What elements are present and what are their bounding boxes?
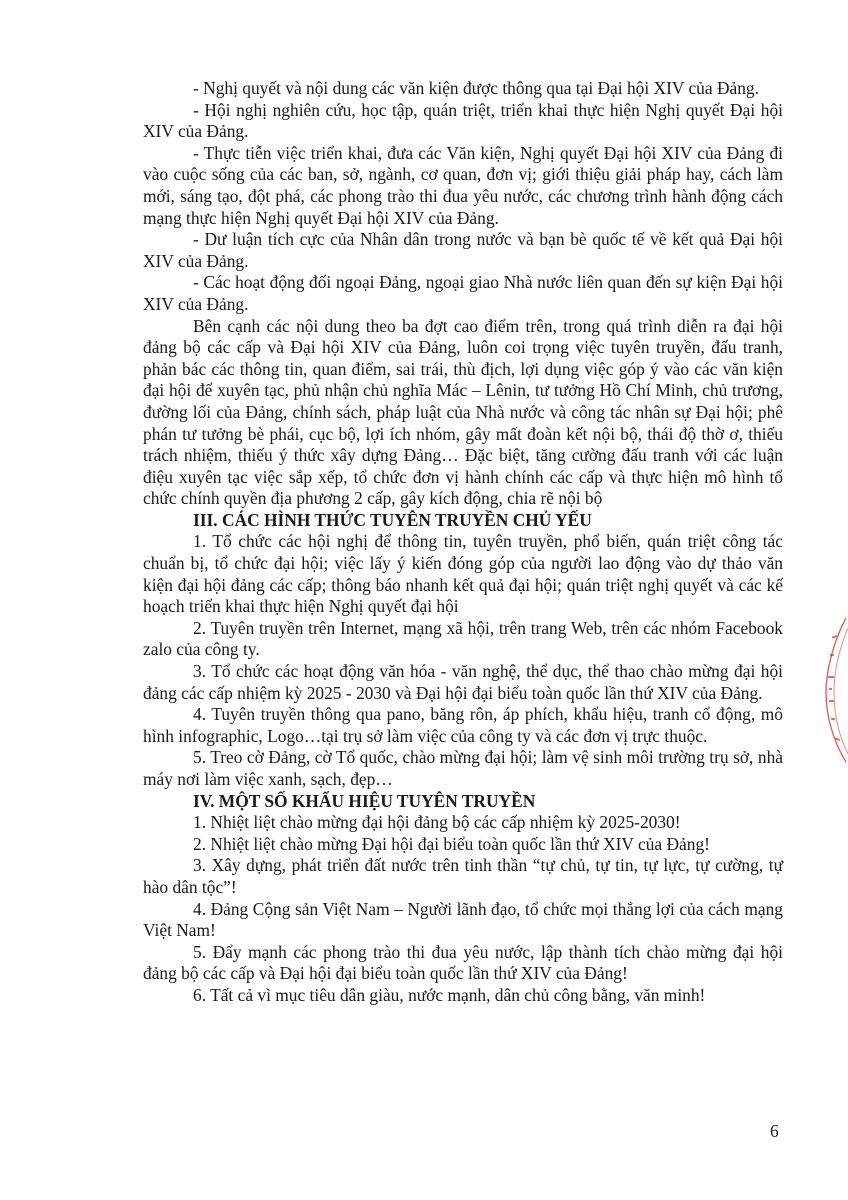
paragraph: Bên cạnh các nội dung theo ba đợt cao điểm trên, trong quá trình diễn ra đại hội đảng bộ các cấp và Đại hội XIV của Đảng, luôn coi trọng việc tuyên truyền, đấu tranh, phản bác các thông tin, quan điểm, sai trái, thù địch, lợi dụng việc góp ý vào các văn kiện đại hội để xuyên tạc, phủ nhận chủ nghĩa Mác – Lênin, tư tưởng Hồ Chí Minh, chủ trương, đường lối của Đảng, chính sách, pháp luật của Nhà nước và công tác nhân sự Đại hội; phê phán tư tưởng bè phái, cục bộ, lợi ích nhóm, gây mất đoàn kết nội bộ, thái độ thờ ơ, thiếu trách nhiệm, thiếu ý thức xây dựng Đảng… Đặc biệt, tăng cường đấu tranh với các luận điệu xuyên tạc việc sắp xếp, tổ chức đơn vị hành chính các cấp và thực hiện mô hình tổ chức chính quyền địa phương 2 cấp, gây kích động, chia rẽ nội bộ: [143, 315, 783, 509]
document-body: [143, 78, 783, 1007]
paragraph: - Nghị quyết và nội dung các văn kiện được thông qua tại Đại hội XIV của Đảng.: [193, 78, 759, 98]
slogan-item: 6. Tất cả vì mục tiêu dân giàu, nước mạnh, dân chủ công bằng, văn minh!: [193, 984, 706, 1005]
list-item: 2. Tuyên truyền trên Internet, mạng xã hội, trên trang Web, trên các nhóm Facebook zalo của công ty.: [143, 617, 783, 660]
section-heading: III. CÁC HÌNH THỨC TUYÊN TRUYỀN CHỦ YẾU: [193, 509, 592, 530]
slogan-item: 4. Đảng Cộng sản Việt Nam – Người lãnh đạo, tổ chức mọi thắng lợi của cách mạng Việt Nam!: [143, 898, 783, 941]
red-stamp-fragment: [812, 614, 848, 764]
paragraph: - Dư luận tích cực của Nhân dân trong nước và bạn bè quốc tế về kết quả Đại hội XIV của Đảng.: [143, 229, 783, 271]
paragraph: - Các hoạt động đối ngoại Đảng, ngoại giao Nhà nước liên quan đến sự kiện Đại hội XIV của Đảng.: [143, 272, 783, 314]
list-item: 5. Treo cờ Đảng, cờ Tổ quốc, chào mừng đại hội; làm vệ sinh môi trường trụ sở, nhà máy nơi làm việc xanh, sạch, đẹp…: [143, 747, 783, 789]
slogan-item: 3. Xây dựng, phát triển đất nước trên tinh thần “tự chủ, tự tin, tự lực, tự cường, tự hào dân tộc”!: [143, 855, 783, 897]
paragraph: - Hội nghị nghiên cứu, học tập, quán triệt, triển khai thực hiện Nghị quyết Đại hội XIV của Đảng.: [143, 99, 783, 142]
slogan-item: 2. Nhiệt liệt chào mừng Đại hội đại biểu toàn quốc lần thứ XIV của Đảng!: [193, 833, 710, 854]
page-number: 6: [770, 1121, 779, 1141]
slogan-item: 5. Đẩy mạnh các phong trào thi đua yêu nước, lập thành tích chào mừng đại hội đảng bộ các cấp và Đại hội đại biểu toàn quốc lần thứ XIV của Đảng!: [143, 941, 783, 984]
section-heading: IV. MỘT SỐ KHẨU HIỆU TUYÊN TRUYỀN: [193, 790, 536, 811]
stamp-icon: [812, 614, 848, 764]
slogan-item: 1. Nhiệt liệt chào mừng đại hội đảng bộ các cấp nhiệm kỳ 2025-2030!: [193, 812, 681, 833]
list-item: 3. Tổ chức các hoạt động văn hóa - văn nghệ, thể dục, thể thao chào mừng đại hội đảng các cấp nhiệm kỳ 2025 - 2030 và Đại hội đại biểu toàn quốc lần thứ XIV của Đảng.: [143, 661, 783, 703]
paragraph: - Thực tiễn việc triển khai, đưa các Văn kiện, Nghị quyết Đại hội XIV của Đảng đi vào cuộc sống của các ban, sở, ngành, cơ quan, đơn vị; giới thiệu giải pháp hay, cách làm mới, sáng tạo, đột phá, các phong trào thi đua yêu nước, các chương trình hành động cách mạng thực hiện Nghị quyết Đại hội XIV của Đảng.: [143, 142, 783, 228]
list-item: 4. Tuyên truyền thông qua pano, băng rôn, áp phích, khẩu hiệu, tranh cổ động, mô hình infographic, Logo…tại trụ sở làm việc của công ty và các đơn vị trực thuộc.: [143, 704, 783, 746]
list-item: 1. Tổ chức các hội nghị để thông tin, tuyên truyền, phổ biến, quán triệt công tác chuẩn bị, tổ chức đại hội; việc lấy ý kiến đóng góp của người lao động vào dự thảo văn kiện đại hội đảng các cấp; thông báo nhanh kết quả đại hội; quán triệt nghị quyết và các kế hoạch triển khai thực hiện Nghị quyết đại hội: [143, 531, 783, 617]
